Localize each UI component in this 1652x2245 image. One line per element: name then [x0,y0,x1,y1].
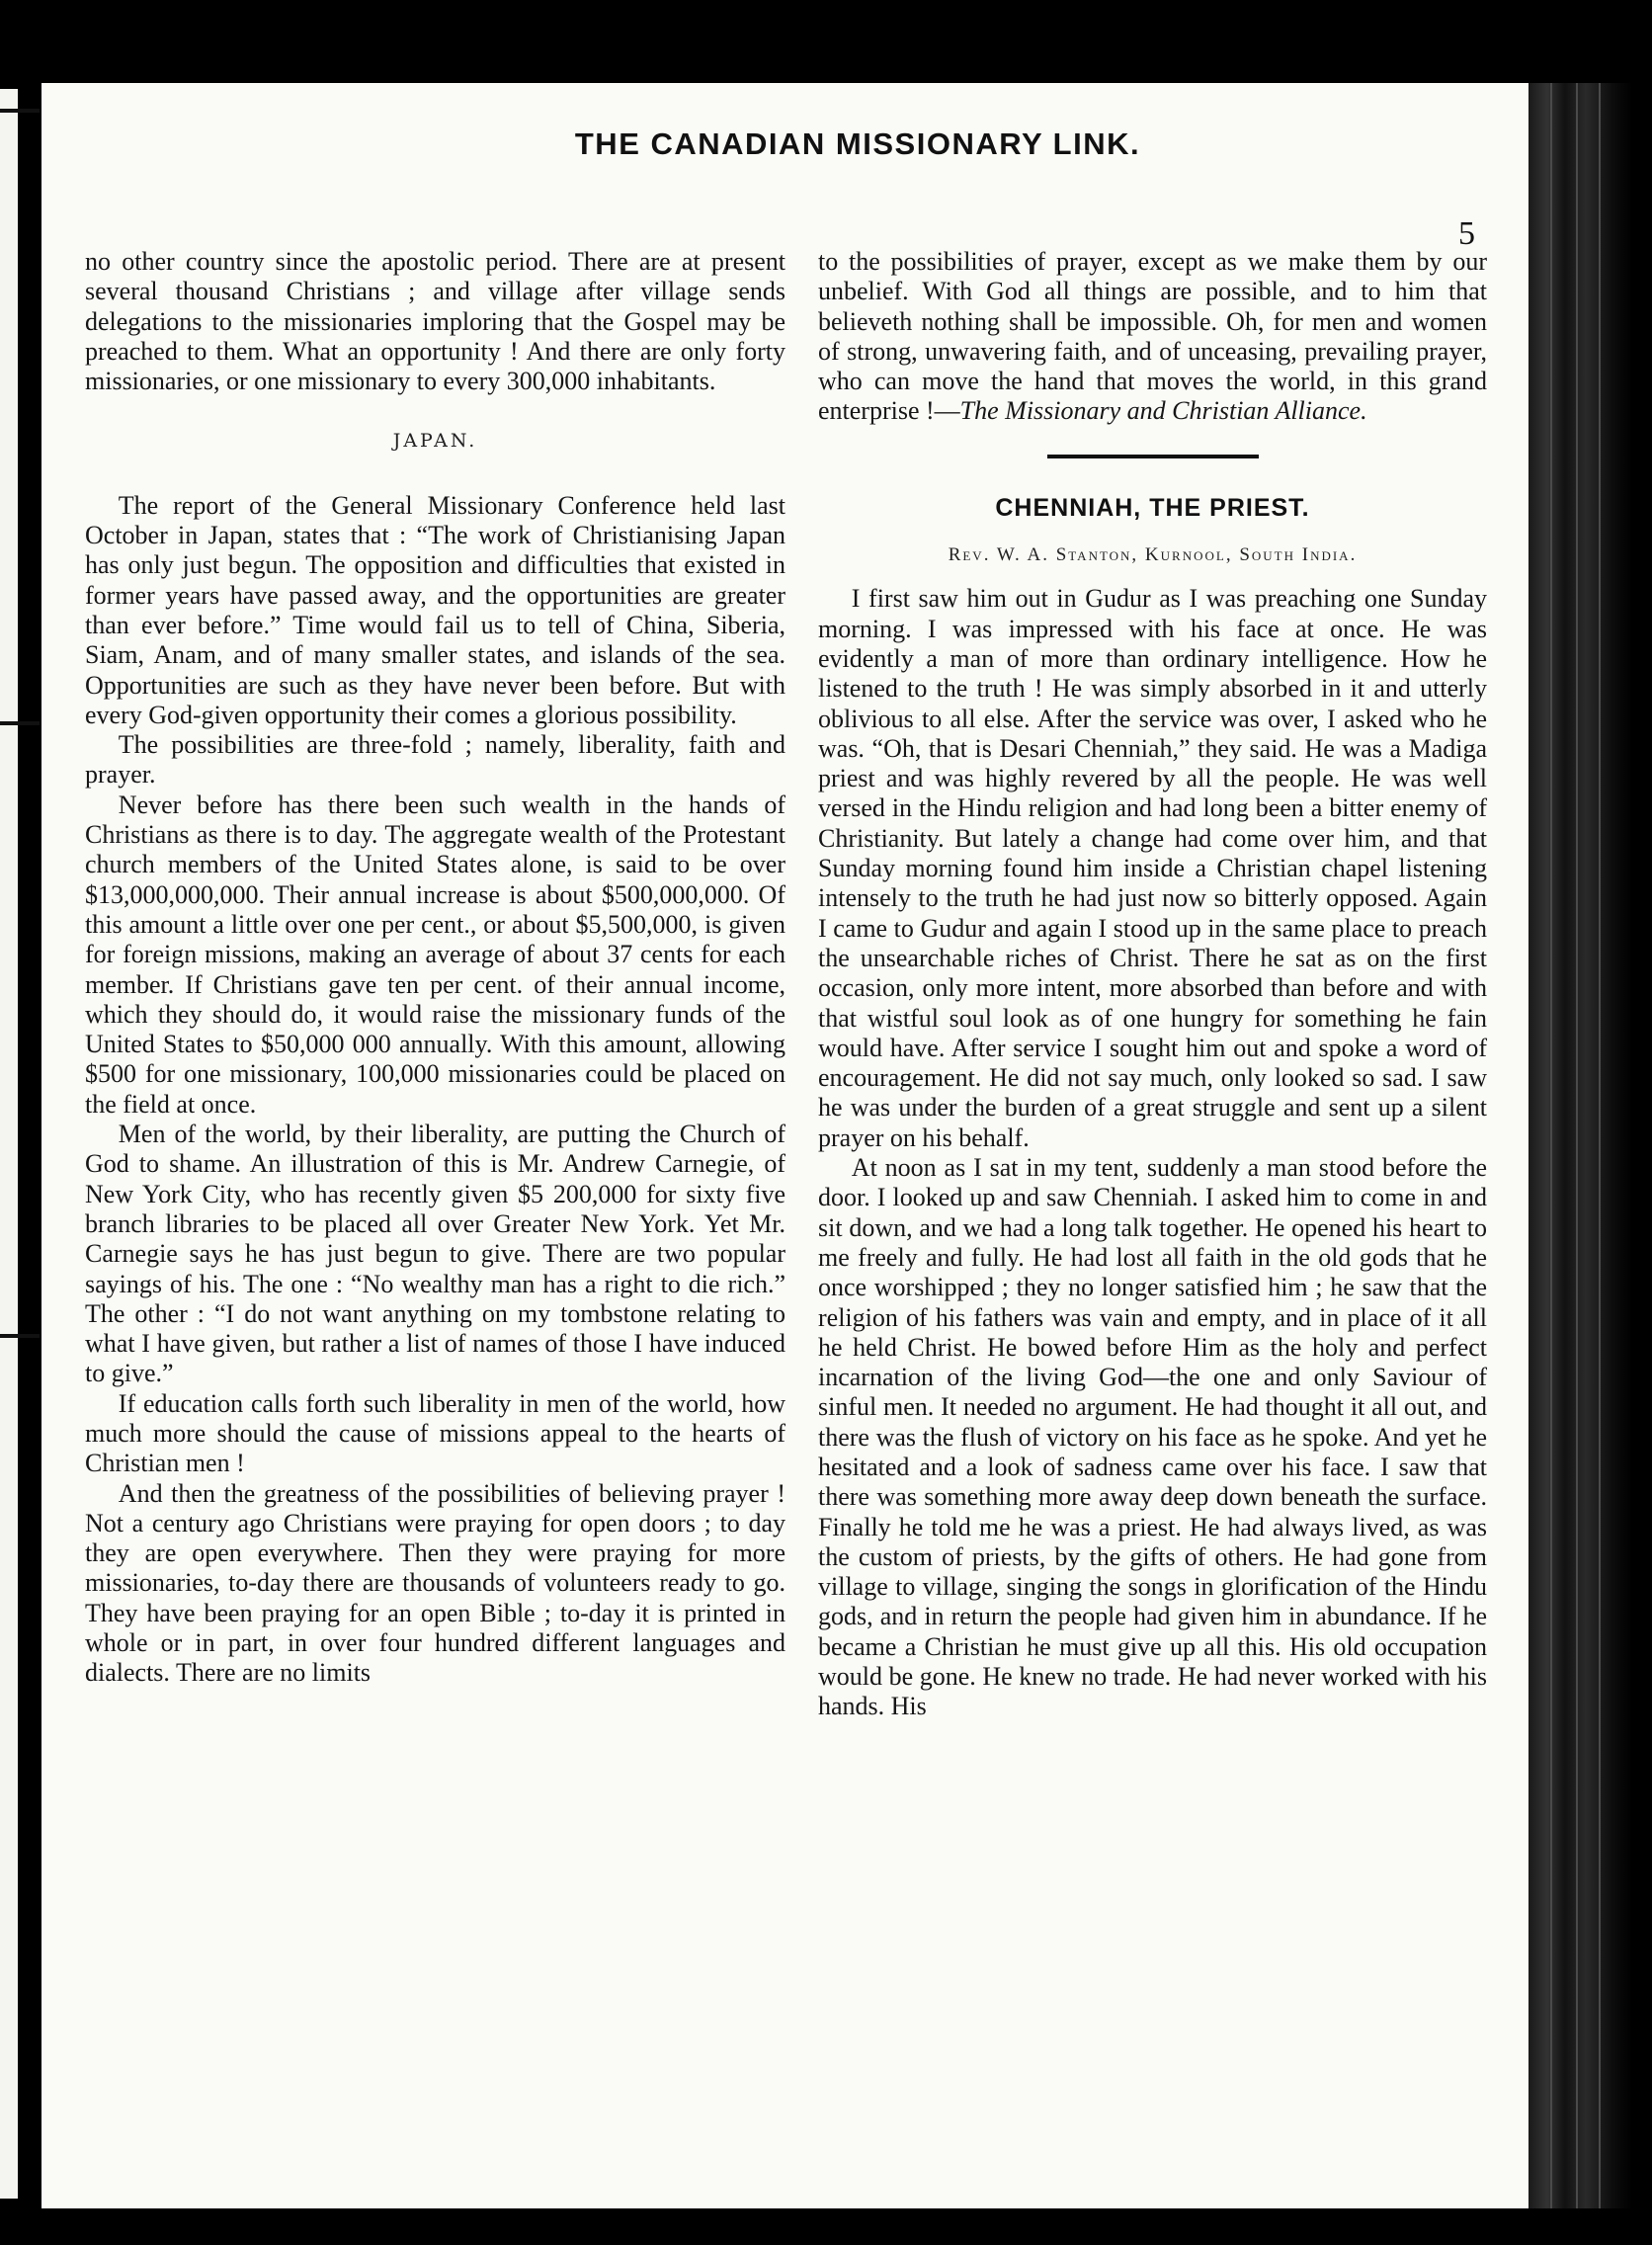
page-number: 5 [1458,215,1475,252]
continued-text: to the possibilities of prayer, except as we make them by our unbelief. With God all things are possible, and to him that believeth nothing shall be impossible. Oh, for men and women of strong, unwavering faith, and of unceasing, prevailing prayer, who can move the hand that moves the world, in this grand enterprise !— [818,247,1487,426]
right-column [818,247,1487,1722]
paragraph: If education calls forth such liberality in men of the world, how much more should the cause of missions appeal to the hearts of Christian men ! [85,1388,785,1478]
paragraph: I first saw him out in Gudur as I was preaching one Sunday morning. I was impressed with his face at once. He was evidently a man of more than ordinary intelligence. How he listened to the truth ! He was simply absorbed in it and utterly oblivious to all else. After the service was over, I asked who he was. “Oh, that is Desari Chenniah,” they said. He was a Madiga priest and was highly revered by all the people. He was well versed in the Hindu religion and had long been a bitter enemy of Christianity. But lately a change had come over him, and that Sunday morning found him inside a Christian chapel listening intensely to the truth he had just now so bitterly opposed. Again I came to Gudur and again I stood up in the same place to preach the unsearchable riches of Christ. There he sat as on the first occasion, only more intent, more absorbed than before and with that wistful soul look as of one hungry for something he fain would have. After service I sought him out and spoke a word of encouragement. He did not say much, only looked so sad. I saw he was under the burden of a great struggle and sent up a silent prayer on his behalf. [818,584,1487,1152]
article-title: CHENNIAH, THE PRIEST. [995,493,1310,522]
paragraph: At noon as I sat in my tent, suddenly a man stood before the door. I looked up and saw Chenniah. I asked him to come in and sit down, and we had a long talk together. He opened his heart to me freely and fully. He had lost all faith in the old gods that he once worshipped ; they no longer satisfied him ; he saw that the religion of his fathers was vain and empty, and in place of it all he held Christ. He bowed before Him as the holy and perfect incarnation of the living God—the one and only Saviour of sinful men. It needed no argument. He had thought it all out, and there was the flush of victory on his face as he spoke. And yet he hesitated and a look of sadness came over his face. I saw that there was something more away deep down beneath the surface. Finally he told me he was a priest. He had always lived, as was the custom of priests, by the gifts of others. He had gone from village to village, singing the songs in glorification of the Hindu gods, and in return the people had given him in abundance. If he became a Christian he must give up all this. His old occupation would be gone. He knew no trade. He had never worked with his hands. His [818,1153,1487,1721]
book-spine [1528,83,1632,2208]
paragraph: The report of the General Missionary Conference held last October in Japan, states that : “The work of Christianising Japan has only just begun. The opposition and difficulties that existed in former years have passed away, and the opportunities are greater than ever before.” Time would fail us to tell of China, Siberia, Siam, Anam, and of many smaller states, and islands of the sea. Opportunities are such as they have never been before. But with every God-given opportunity their comes a glorious possibility. [85,490,785,729]
running-head: THE CANADIAN MISSIONARY LINK. [574,126,1141,161]
source-citation: The Missionary and Christian Alliance. [959,396,1367,426]
paragraph: And then the greatness of the possibilities of believing prayer ! Not a century ago Christians were praying for open doors ; to day they are open everywhere. Then they were praying for more missionaries, to-day there are thousands of volunteers ready to go. They have been praying for an open Bible ; to-day it is printed in whole or in part, in over four hundred different languages and dialects. There are no limits [85,1478,785,1688]
section-heading: JAPAN. [392,430,478,453]
edge-mark [0,1334,40,1338]
paragraph: The possibilities are three-fold ; namely, liberality, faith and prayer. [85,730,785,790]
left-column [85,247,785,1689]
continued-paragraph: no other country since the apostolic period. There are at present several thousand Christians ; and village after village sends delegations to the missionaries imploring that the Gospel may be preached to them. What an opportunity ! And there are only forty missionaries, or one missionary to every 300,000 inhabitants. [85,247,785,396]
section-divider [1047,455,1259,458]
paragraph: Never before has there been such wealth in the hands of Christians as there is to day. The aggregate wealth of the Protestant church members of the United States alone, is said to be over $13,000,000,000. Their annual increase is about $500,000,000. Of this amount a little over one per cent., or about $5,500,000, is given for foreign missions, making an average of about 37 cents for each member. If Christians gave ten per cent. of their annual income, which they should do, it would raise the missionary funds of the United States to $50,000 000 annually. With this amount, allowing $500 for one missionary, 100,000 missionaries could be placed on the field at once. [85,790,785,1119]
byline: Rev. W. A. Stanton, Kurnool, South India. [948,544,1358,566]
edge-mark [0,109,40,113]
edge-mark [0,721,40,725]
paragraph: Men of the world, by their liberality, are putting the Church of God to shame. An illustration of this is Mr. Andrew Carnegie, of New York City, who has recently given $5 200,000 for sixty five branch libraries to be placed all over Greater New York. Yet Mr. Carnegie says he has just begun to give. There are two popular sayings of his. The one : “No wealthy man has a right to die rich.” The other : “I do not want anything on my tombstone relating to what I have given, but rather a list of names of those I have induced to give.” [85,1120,785,1388]
continued-paragraph [818,247,1487,427]
adjacent-page-edge [0,89,18,2199]
